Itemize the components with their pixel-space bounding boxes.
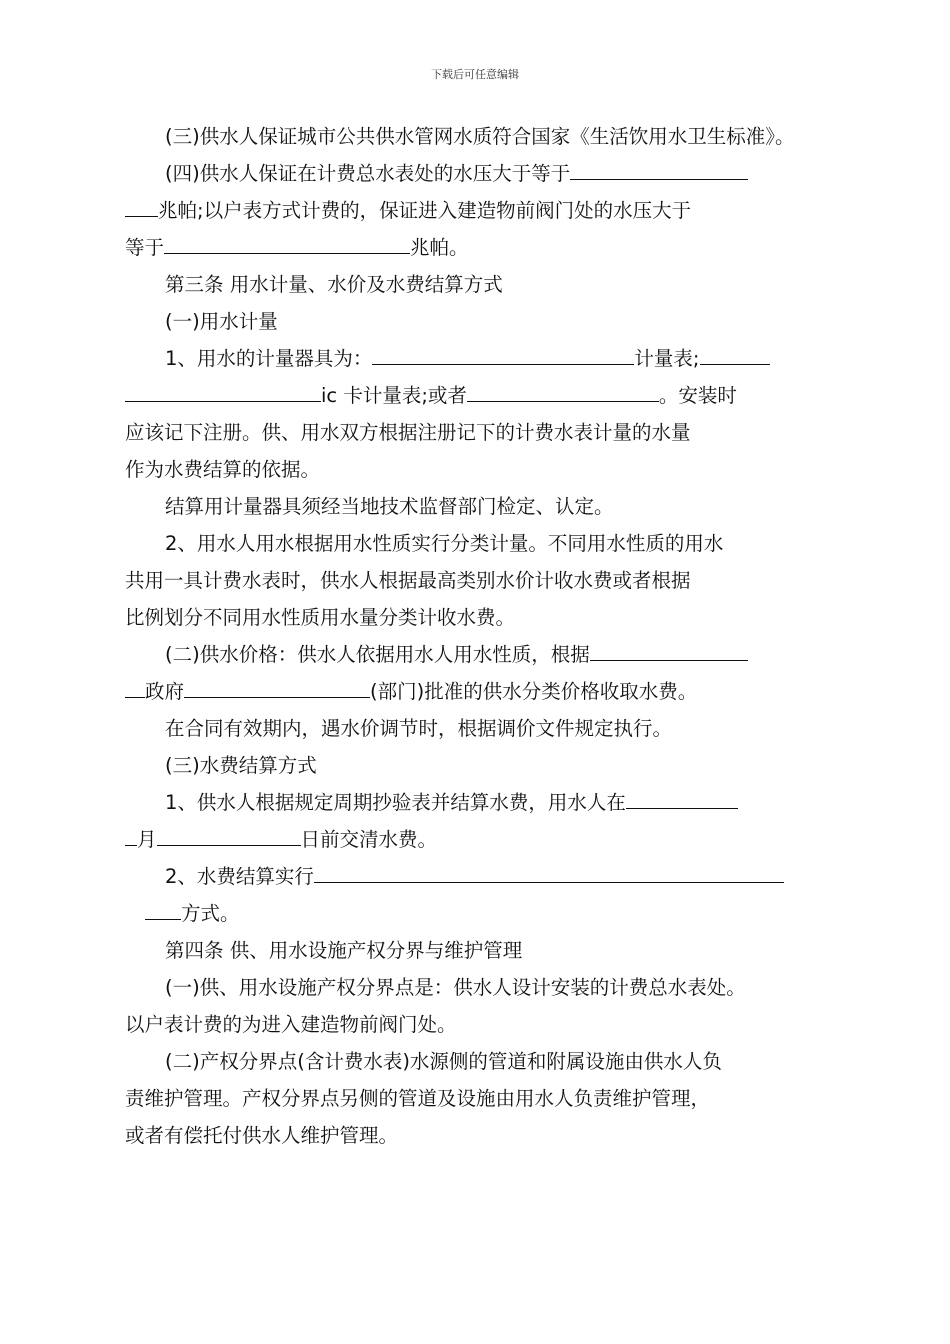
paragraph-classified-metering: 2、用水人用水根据用水性质实行分类计量。不同用水性质的用水 共用一具计费水表时，供水人根据最高类别水价计收水费或者根据 比例划分不同用水性质用水量分类计收水费。 xyxy=(125,532,724,629)
paragraph-water-price: (二)供水价格：供水人依据用水人用水性质，根据 政府 (部门)批准的供水分类价格收取水费。 xyxy=(145,636,810,710)
blank-field[interactable] xyxy=(164,235,410,254)
blank-field[interactable] xyxy=(314,864,784,883)
paragraph-settlement-period: 1、供水人根据规定周期抄验表并结算水费，用水人在 月 日前交清水费。 xyxy=(145,784,810,858)
paragraph-demarcation-point: (一)供、用水设施产权分界点是：供水人设计安装的计费总水表处。 以户表计费的为进入建造物前阀门处。 xyxy=(125,976,746,1036)
paragraph-water-pressure: (四)供水人保证在计费总水表处的水压大于等于 兆帕;以户表方式计费的，保证进入建造物前阀门处的水压大于 等于 兆帕。 xyxy=(145,155,810,266)
paragraph-calibration: 结算用计量器具须经当地技术监督部门检定、认定。 xyxy=(165,495,614,518)
blank-field[interactable] xyxy=(700,346,770,365)
page-header: 下载后可任意编辑 xyxy=(431,68,519,81)
article-four-heading: 第四条 供、用水设施产权分界与维护管理 xyxy=(165,939,523,962)
paragraph-settlement-method: 2、水费结算实行 方式。 xyxy=(145,858,810,932)
blank-field[interactable] xyxy=(626,790,738,809)
blank-field[interactable] xyxy=(372,346,634,365)
section-heading-settlement: (三)水费结算方式 xyxy=(165,754,317,777)
paragraph-water-quality: (三)供水人保证城市公共供水管网水质符合国家《生活饮用水卫生标准》。 xyxy=(165,125,795,148)
blank-field[interactable] xyxy=(125,679,145,698)
blank-field[interactable] xyxy=(145,901,181,920)
blank-field[interactable] xyxy=(125,383,321,402)
blank-field[interactable] xyxy=(570,161,748,180)
paragraph-maintenance: (二)产权分界点(含计费水表)水源侧的管道和附属设施由供水人负 责维护管理。产权分界点另侧的管道及设施由用水人负责维护管理， 或者有偿托付供水人维护管理。 xyxy=(125,1050,722,1147)
blank-field[interactable] xyxy=(184,679,370,698)
blank-field[interactable] xyxy=(125,827,137,846)
blank-field[interactable] xyxy=(125,198,158,217)
paragraph-price-adjustment: 在合同有效期内，遇水价调节时，根据调价文件规定执行。 xyxy=(165,717,673,740)
document-body xyxy=(125,118,810,1154)
section-heading-metering: (一)用水计量 xyxy=(165,310,278,333)
article-three-heading: 第三条 用水计量、水价及水费结算方式 xyxy=(165,273,503,296)
blank-field[interactable] xyxy=(157,827,301,846)
paragraph-metering-devices: 1、用水的计量器具为： 计量表; ic 卡计量表;或者 。安装时 应该记下注册。供、用水双方根据注册记下的计费水表计量的水量 作为水费结算的依据。 xyxy=(145,340,810,488)
blank-field[interactable] xyxy=(467,383,659,402)
blank-field[interactable] xyxy=(590,642,748,661)
